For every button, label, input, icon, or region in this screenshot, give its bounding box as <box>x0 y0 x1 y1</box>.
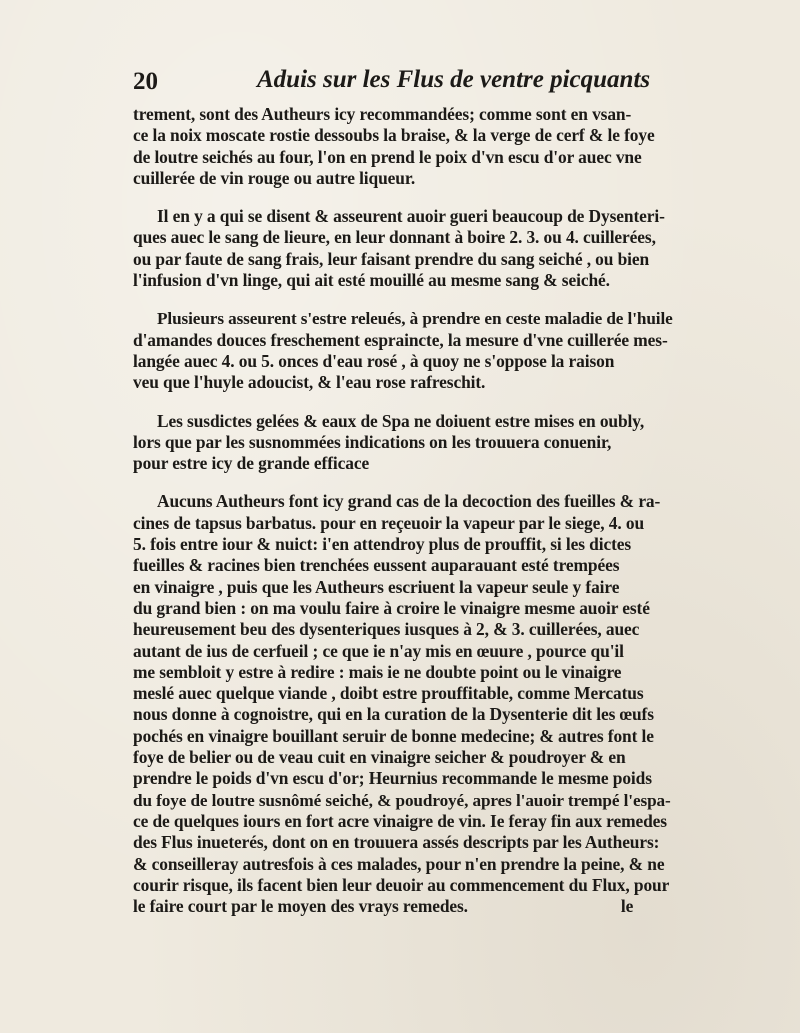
text-line: le faire court par le moyen des vrays remedes. le <box>133 896 634 917</box>
text-line: foye de belier ou de veau cuit en vinaigre seicher & poudroyer & en <box>133 747 626 768</box>
text-line: trement, sont des Autheurs icy recommandées; comme sont en vsan- <box>133 104 632 124</box>
text-line: & conseilleray autresfois à ces malades, pour n'en prendre la peine, & ne <box>133 853 665 874</box>
text-line: cuillerée de vin rouge ou autre liqueur. <box>133 167 416 188</box>
text-line: Plusieurs asseurent s'estre releués, à prendre en ceste maladie de l'huile <box>157 309 673 329</box>
text-line: autant de ius de cerfueil ; ce que ie n'ay mis en œuure , pource qu'il <box>133 640 624 661</box>
text-line: 5. fois entre iour & nuict: i'en attendroy plus de prouffit, si les dictes <box>133 534 632 555</box>
text-line: l'infusion d'vn linge, qui ait esté mouillé au mesme sang & seiché. <box>133 270 610 291</box>
text-line: pour estre icy de grande efficace <box>133 453 370 474</box>
paragraph-5 <box>133 491 673 917</box>
running-title: Aduis sur les Flus de ventre picquants <box>257 66 651 93</box>
running-head <box>133 66 673 106</box>
text-line: cines de tapsus barbatus. pour en reçeuoir la vapeur par le siege, 4. ou <box>133 512 645 533</box>
text-line: ou par faute de sang frais, leur faisant prendre du sang seiché , ou bien <box>133 248 650 269</box>
text-line: Aucuns Autheurs font icy grand cas de la decoction des fueilles & ra- <box>157 491 661 512</box>
paragraph-3 <box>133 308 673 393</box>
text-line: ce de quelques iours en fort acre vinaigre de vin. Ie feray fin aux remedes <box>133 810 667 831</box>
text-line: veu que l'huyle adoucist, & l'eau rose rafreschit. <box>133 372 486 393</box>
text-line: du grand bien : on ma voulu faire à croire le vinaigre mesme auoir esté <box>133 597 650 618</box>
paragraph-1 <box>133 104 673 189</box>
text-line: fueilles & racines bien trenchées eussent auparauant esté trempées <box>133 555 620 576</box>
text-line: du foye de loutre susnômé seiché, & poudroyé, apres l'auoir trempé l'espa- <box>133 790 671 810</box>
text-line: Les susdictes gelées & eaux de Spa ne doiuent estre mises en oubly, <box>157 410 645 431</box>
text-line: d'amandes douces freschement espraincte, la mesure d'vne cuillerée mes- <box>133 329 668 350</box>
text-line: prendre le poids d'vn escu d'or; Heurnius recommande le mesme poids <box>133 768 652 789</box>
text-line: me sembloit y estre à redire : mais ie ne doubte point ou le vinaigre <box>133 661 622 682</box>
paragraph-2 <box>133 206 673 291</box>
text-line: en vinaigre , puis que les Autheurs escriuent la vapeur seule y faire <box>133 576 620 597</box>
text-line: ques auec le sang de lieure, en leur donnant à boire 2. 3. ou 4. cuillerées, <box>133 227 656 248</box>
text-line: courir risque, ils facent bien leur deuoir au commencement du Flux, pour <box>133 874 670 895</box>
text-line: de loutre seichés au four, l'on en prend le poix d'vn escu d'or auec vne <box>133 146 642 167</box>
text-block <box>133 104 673 917</box>
text-line: langée auec 4. ou 5. onces d'eau rosé , à quoy ne s'oppose la raison <box>133 350 615 371</box>
text-line: des Flus inueterés, dont on en trouuera assés descripts par les Autheurs: <box>133 832 660 853</box>
text-line: ce la noix moscate rostie dessoubs la braise, & la verge de cerf & le foye <box>133 125 655 146</box>
text-line: meslé auec quelque viande , doibt estre prouffitable, comme Mercatus <box>133 683 644 704</box>
text-line: heureusement beu des dysenteriques iusques à 2, & 3. cuillerées, auec <box>133 619 640 640</box>
text-line: nous donne à cognoistre, qui en la curation de la Dysenterie dit les œufs <box>133 704 654 725</box>
page-number: 20 <box>133 68 158 95</box>
text-line: Il en y a qui se disent & asseurent auoir gueri beaucoup de Dysenteri- <box>157 206 665 227</box>
text-line: pochés en vinaigre bouillant seruir de bonne medecine; & autres font le <box>133 725 654 746</box>
paragraph-4 <box>133 411 673 475</box>
text-line: lors que par les susnommées indications on les trouuera conuenir, <box>133 431 612 452</box>
